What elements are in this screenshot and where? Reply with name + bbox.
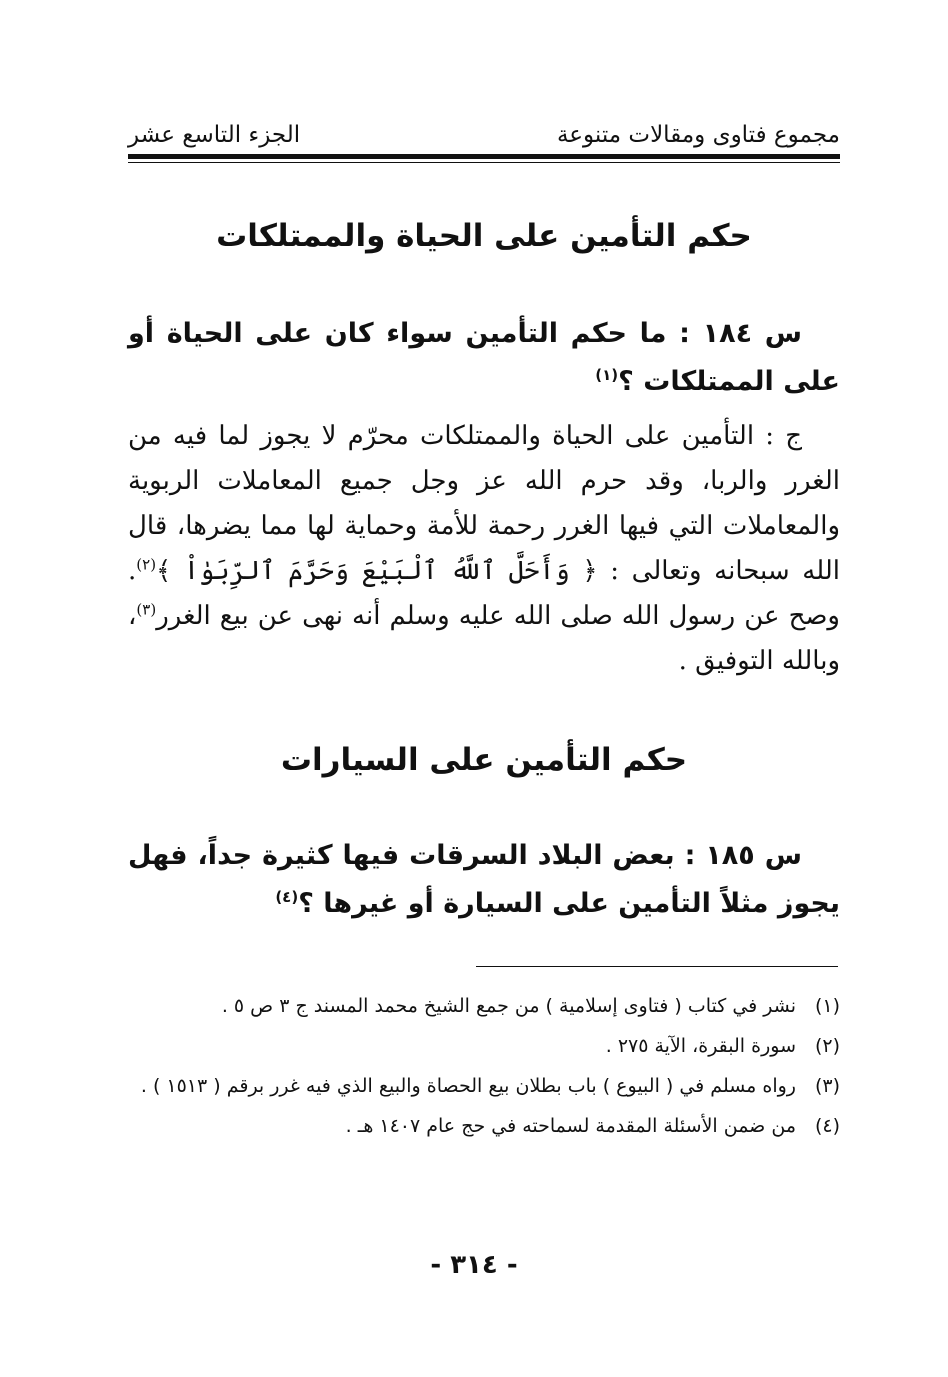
footnotes-list bbox=[128, 990, 840, 1150]
question-185-text: س ١٨٥ : بعض البلاد السرقات فيها كثيرة جداً، فهل يجوز مثلاً التأمين على السيارة أو غيرها ؟ bbox=[128, 840, 840, 919]
footnote-3-number: (٣) bbox=[814, 1075, 840, 1097]
header-rule-thick bbox=[128, 154, 840, 159]
footnote-2-text: سورة البقرة، الآية ٢٧٥ . bbox=[605, 1035, 796, 1057]
header-rule-thin bbox=[128, 162, 840, 163]
footnote-1-number: (١) bbox=[814, 995, 840, 1017]
answer-184-part2: . وصح عن رسول الله صلى الله عليه وسلم أنه نهى عن بيع الغرر bbox=[128, 556, 840, 631]
running-header bbox=[128, 108, 840, 148]
answer-184 bbox=[128, 414, 840, 684]
footnote-1 bbox=[128, 990, 840, 1022]
footnote-4 bbox=[128, 1110, 840, 1142]
question-184-text: س ١٨٤ : ما حكم التأمين سواء كان على الحياة أو على الممتلكات ؟ bbox=[128, 318, 840, 397]
footnote-separator bbox=[476, 966, 838, 967]
footnote-ref-4: (٤) bbox=[275, 888, 299, 906]
book-title: مجموع فتاوى ومقالات متنوعة bbox=[556, 122, 840, 148]
footnote-4-number: (٤) bbox=[814, 1115, 840, 1137]
answer-184-part1: ج : التأمين على الحياة والممتلكات محرّم لا يجوز لما فيه من الغرر والربا، وقد حرم الله عز وجل جميع المعاملات الربوية والمعاملات التي فيها الغرر رحمة للأمة وحماية لها مما يضرها، قال الله سبحانه وتعالى : bbox=[128, 421, 840, 586]
footnote-1-text: نشر في كتاب ( فتاوى إسلامية ) من جمع الشيخ محمد المسند ج ٣ ص ٥ . bbox=[221, 995, 796, 1017]
footnote-ref-3: (٣) bbox=[136, 600, 157, 619]
answer-184-part3: ، وبالله التوفيق . bbox=[128, 601, 840, 676]
quran-verse: ﴿ وَأَحَلَّ ٱللَّهُ ٱلْبَيْعَ وَحَرَّمَ ٱلرِّبَوٰاْ ﴾ bbox=[156, 556, 598, 586]
footnote-2-number: (٢) bbox=[814, 1035, 840, 1057]
footnote-ref-1: (١) bbox=[595, 366, 619, 384]
question-185 bbox=[128, 832, 840, 928]
footnote-ref-2: (٢) bbox=[136, 555, 157, 574]
footnote-2 bbox=[128, 1030, 840, 1062]
volume-label: الجزء التاسع عشر bbox=[128, 122, 301, 148]
section-heading-car-insurance: حكم التأمين على السيارات bbox=[280, 742, 688, 778]
footnote-4-text: من ضمن الأسئلة المقدمة لسماحته في حج عام ١٤٠٧ هـ . bbox=[345, 1115, 796, 1137]
footnote-3 bbox=[128, 1070, 840, 1102]
question-184 bbox=[128, 310, 840, 406]
page-number: - ٣١٤ - bbox=[430, 1250, 518, 1280]
section-heading-life-insurance: حكم التأمين على الحياة والممتلكات bbox=[216, 218, 752, 254]
footnote-3-text: رواه مسلم في ( البيوع ) باب بطلان بيع الحصاة والبيع الذي فيه غرر برقم ( ١٥١٣ ) . bbox=[140, 1075, 796, 1097]
